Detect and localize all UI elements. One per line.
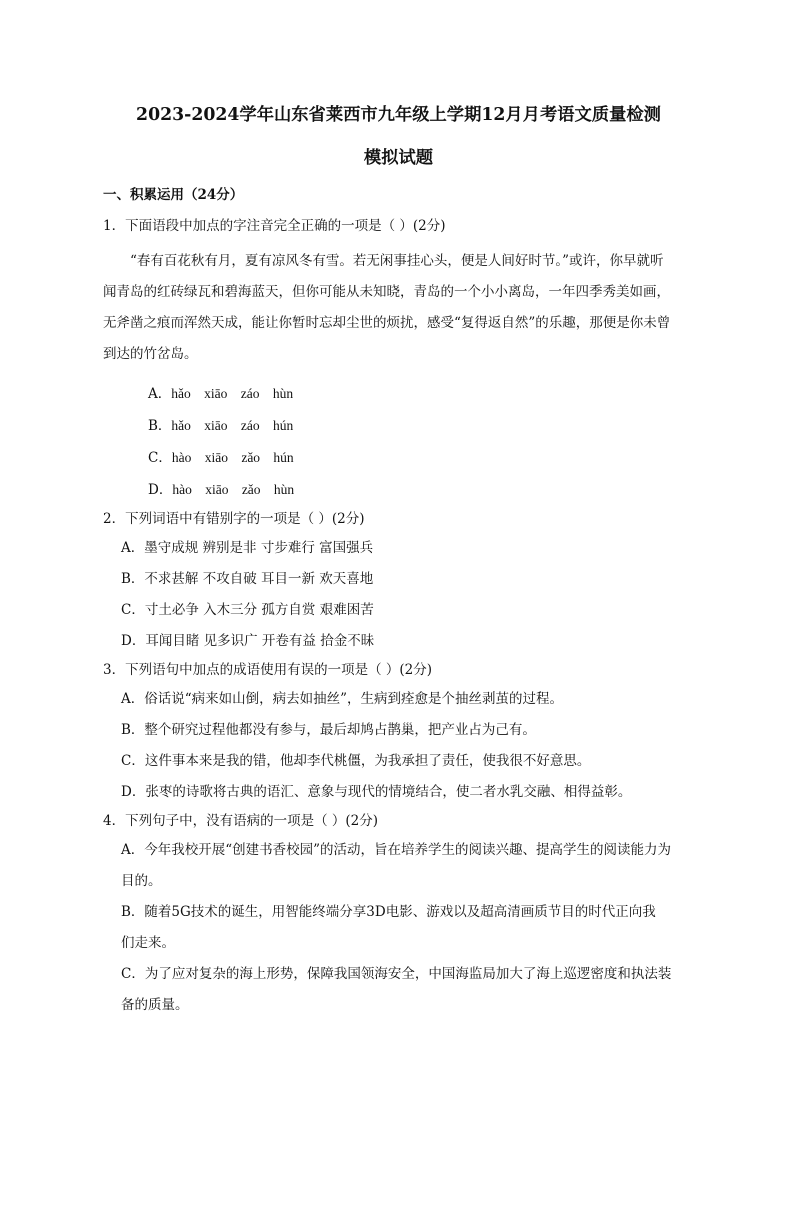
exam-title: 2023-2024学年山东省莱西市九年级上学期12月月考语文质量检测 (136, 105, 661, 125)
option-line: 们走来。 (121, 935, 175, 951)
option-letter: A． (148, 386, 172, 402)
option-letter: B． (148, 418, 172, 434)
exam-page (0, 103, 794, 1225)
option-line: 目的。 (121, 873, 162, 889)
option-a (121, 835, 694, 897)
question-2-options (103, 533, 694, 657)
option-b (148, 410, 694, 442)
passage-line: 到达的竹岔岛。 (103, 346, 198, 362)
option-d: D．张枣的诗歌将古典的语汇、意象与现代的情境结合，使二者水乳交融、相得益彰。 (121, 784, 632, 800)
option-a (148, 378, 694, 410)
option-line: C．为了应对复杂的海上形势，保障我国领海安全，中国海监局加大了海上巡逻密度和执法装 (121, 966, 672, 982)
option-text: hào xiāo zǎo hún (171, 450, 294, 465)
option-b: B．整个研究过程他都没有参与，最后却鸠占鹊巢，把产业占为己有。 (121, 722, 536, 738)
passage-line: 无斧凿之痕而浑然天成，能让你暂时忘却尘世的烦扰，感受“复得返自然”的乐趣，那便是你未曾 (103, 315, 671, 331)
option-text: hǎo xiāo záo hún (171, 418, 294, 433)
option-d: D．耳闻目睹 见多识广 开卷有益 拾金不昧 (121, 633, 375, 649)
question-2-stem: 2．下列词语中有错别字的一项是（ ）(2分) (103, 511, 365, 527)
question-1-options (103, 378, 694, 506)
option-c: C．这件事本来是我的错，他却李代桃僵，为我承担了责任，使我很不好意思。 (121, 753, 591, 769)
option-letter: C． (148, 450, 172, 466)
option-c (121, 959, 694, 1021)
option-text: hǎo xiāo záo hùn (171, 386, 294, 401)
option-d (148, 474, 694, 506)
option-line: B．随着5G技术的诞生，用智能终端分享3D电影、游戏以及超高清画质节目的时代正向我 (121, 904, 656, 920)
section-heading: 一、积累运用（24分） (103, 187, 244, 203)
question-1-stem: 1．下面语段中加点的字注音完全正确的一项是（ ）(2分) (103, 218, 446, 234)
question-1-passage (103, 246, 694, 370)
option-c: C．寸土必争 入木三分 孤方自赏 艰难困苦 (121, 602, 374, 618)
option-text: hào xiāo zǎo hùn (172, 482, 295, 497)
option-letter: D． (148, 482, 173, 498)
question-4-options (103, 835, 694, 1021)
option-a: A．墨守成规 辨别是非 寸步难行 富国强兵 (121, 540, 374, 556)
question-3-stem: 3．下列语句中加点的成语使用有误的一项是（ ）(2分) (103, 662, 433, 678)
question-4-stem: 4．下列句子中，没有语病的一项是（ ）(2分) (103, 813, 379, 829)
passage-line: 闻青岛的红砖绿瓦和碧海蓝天，但你可能从未知晓，青岛的一个小小离岛，一年四季秀美如画， (103, 284, 670, 300)
option-a: A．俗话说“病来如山倒，病去如抽丝”，生病到痊愈是个抽丝剥茧的过程。 (121, 691, 564, 707)
question-3-options (103, 684, 694, 808)
exam-subtitle: 模拟试题 (363, 148, 434, 168)
option-c (148, 442, 694, 474)
option-b (121, 897, 694, 959)
option-b: B．不求甚解 不攻自破 耳目一新 欢天喜地 (121, 571, 374, 587)
option-line: A．今年我校开展“创建书香校园”的活动，旨在培养学生的阅读兴趣、提高学生的阅读能力为 (121, 842, 672, 858)
passage-line: “春有百花秋有月，夏有凉风冬有雪。若无闲事挂心头，便是人间好时节。”或许，你早就听 (130, 253, 664, 269)
option-line: 备的质量。 (121, 997, 189, 1013)
